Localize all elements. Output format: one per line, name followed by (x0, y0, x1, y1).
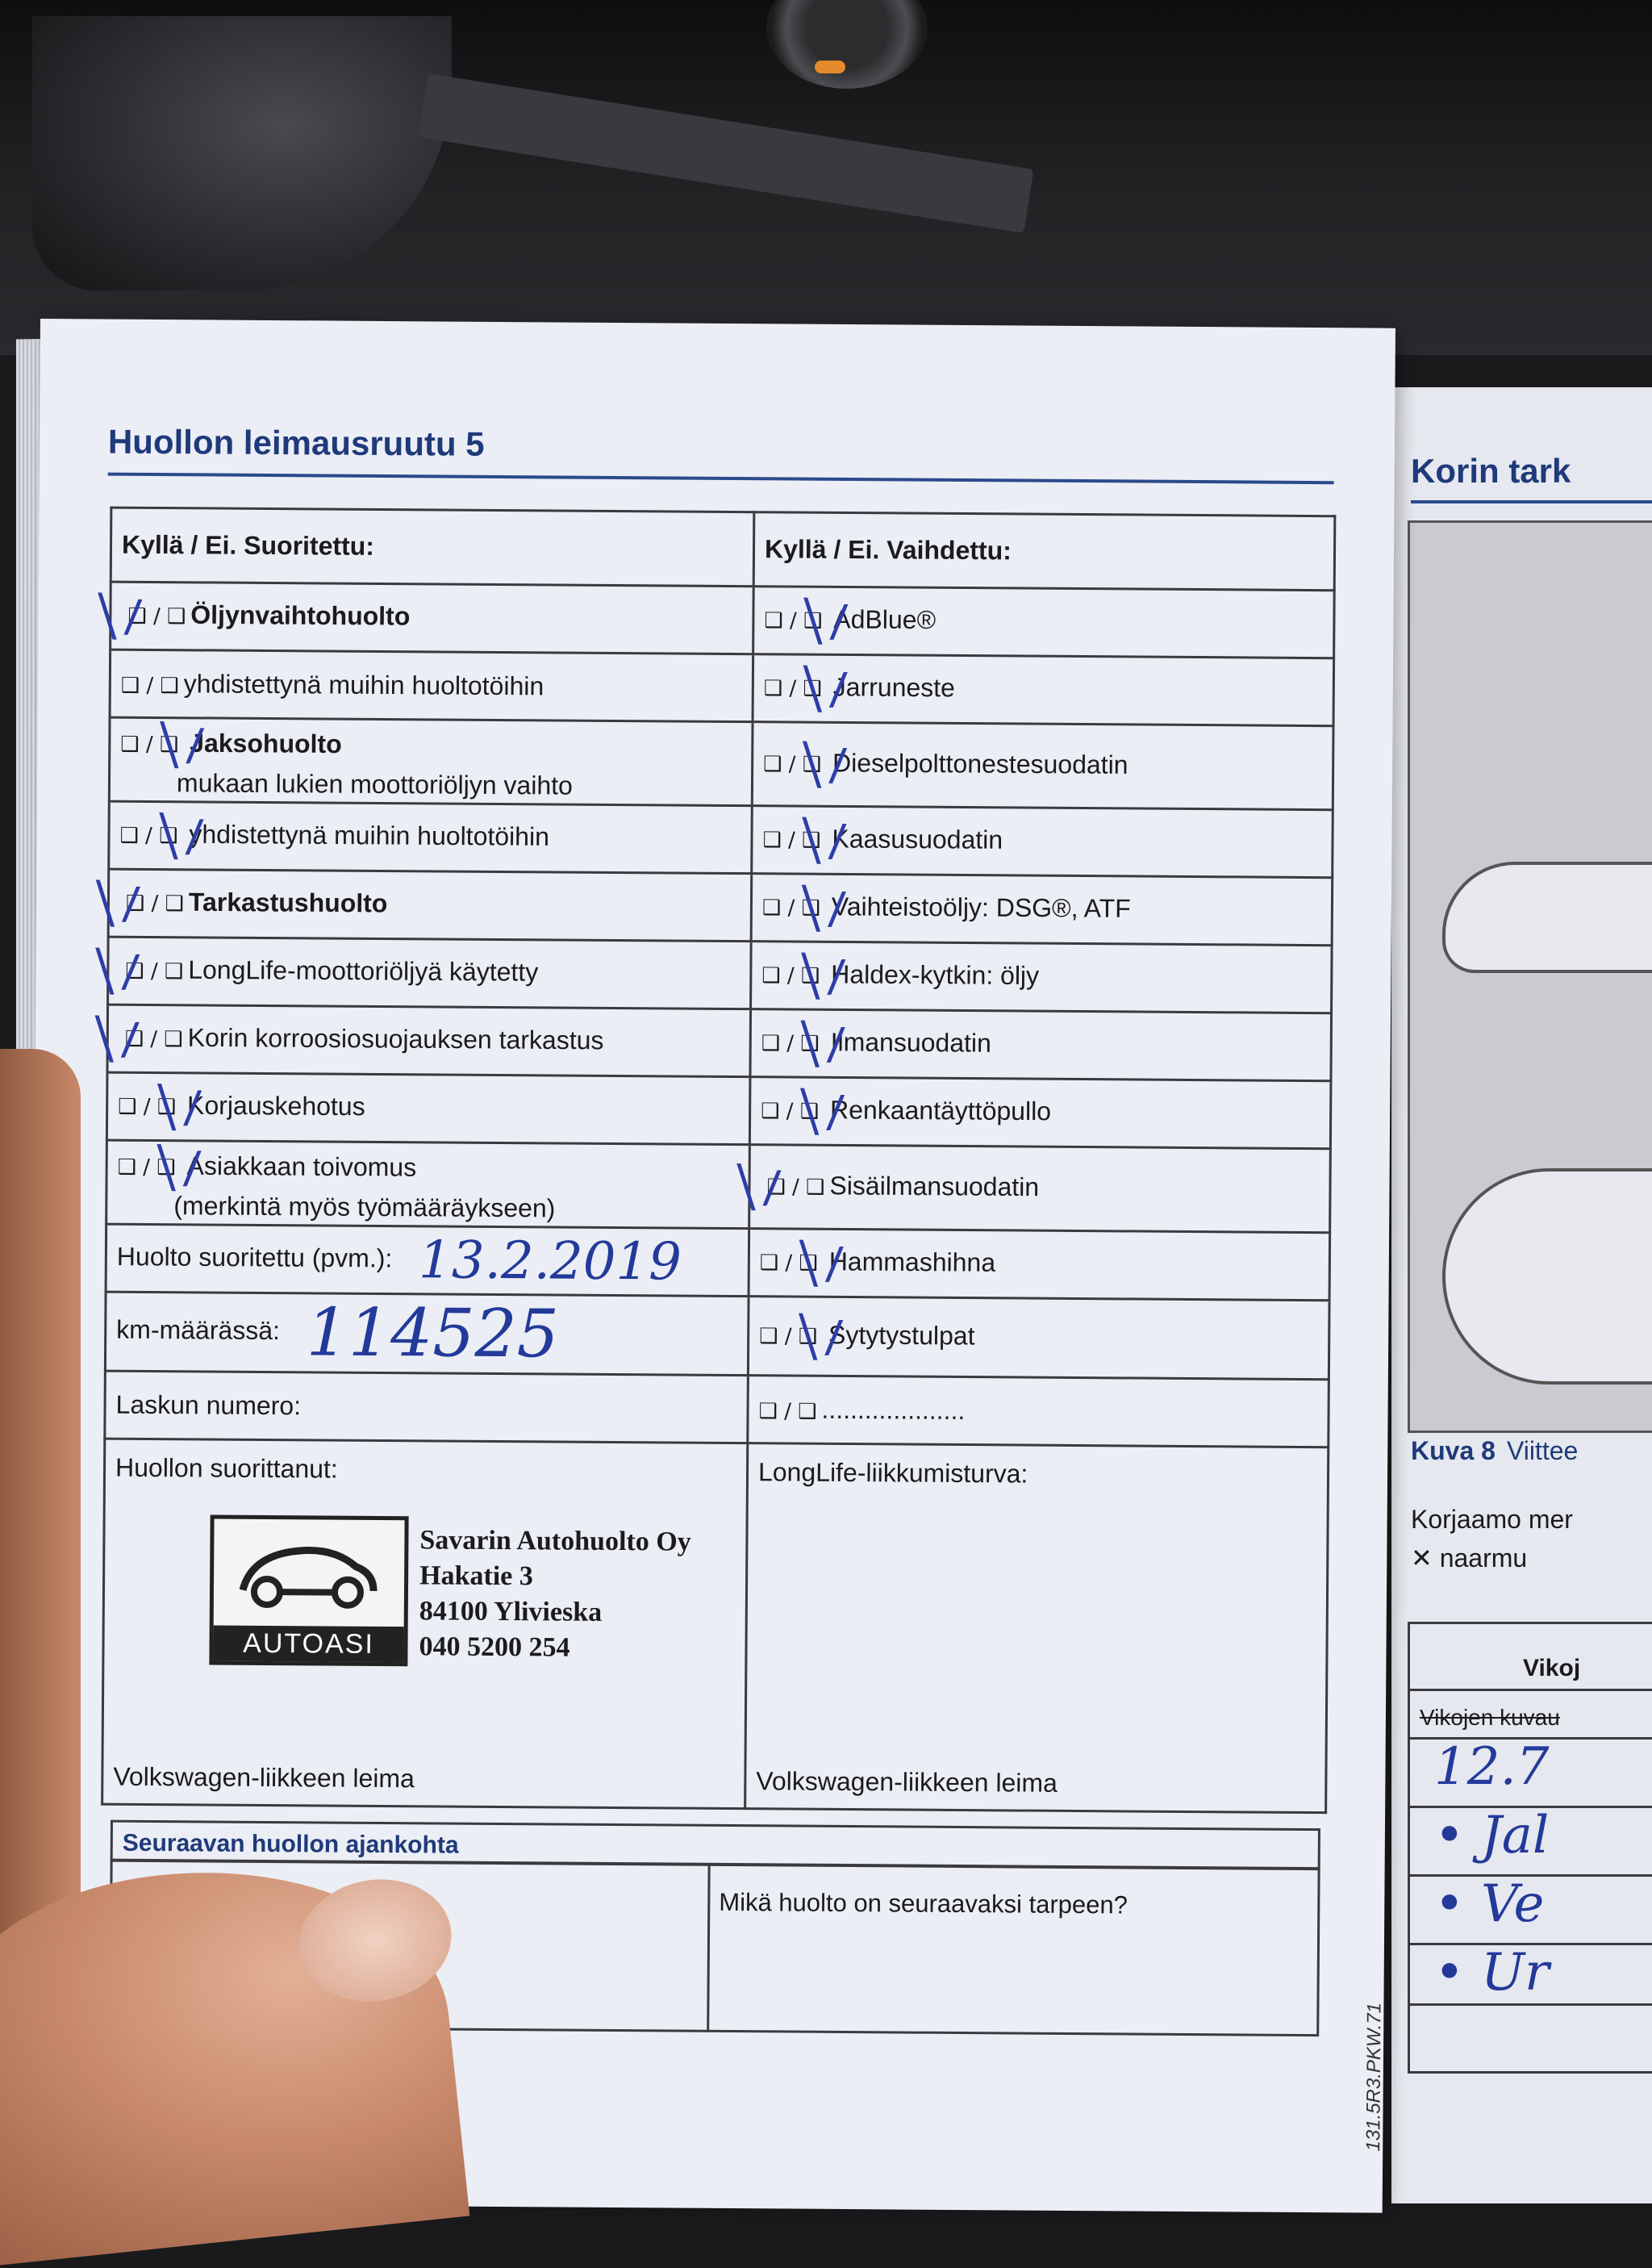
handwritten-entry: • Ve (1434, 1874, 1544, 1934)
dashboard-knob (766, 0, 928, 89)
dealer-street: Hakatie 3 (419, 1558, 691, 1595)
handwritten-check-no (811, 665, 838, 712)
performer-label: Huollon suorittanut: (115, 1453, 338, 1485)
next-service-title: Seuraavan huollon ajankohta (111, 1820, 1320, 1870)
right-item-cell (753, 587, 1335, 658)
checkbox-pair[interactable]: ❑ / ❑ (125, 959, 183, 984)
km-label: km-määrässä: (116, 1315, 280, 1345)
left-item-cell (107, 1005, 751, 1077)
left-item-sublabel: (merkintä myös työmääräykseen) (173, 1191, 738, 1225)
longlife-label: LongLife-liikkumisturva: (758, 1457, 1028, 1489)
handwritten-check-no (809, 884, 836, 931)
handwritten-check-no (811, 597, 838, 644)
checkbox-pair[interactable]: ❑ / ❑ (762, 828, 820, 853)
km-value: 114525 (306, 1294, 559, 1372)
checkbox-pair[interactable]: ❑ / ❑ (763, 752, 821, 777)
checkbox-pair[interactable]: ❑ / ❑ (758, 1399, 816, 1424)
left-item-label: Öljynvaihtohuolto (190, 599, 410, 630)
checkbox-pair[interactable]: ❑ / ❑ (760, 1251, 818, 1276)
left-item-cell (111, 582, 754, 654)
left-item-cell (109, 717, 753, 806)
title-rule (108, 473, 1334, 485)
right-item-cell (748, 1376, 1329, 1447)
left-item-label: LongLife-moottoriöljyä käytetty (188, 954, 538, 986)
checkbox-pair[interactable]: ❑ / ❑ (118, 1095, 176, 1120)
left-item-cell (110, 649, 753, 722)
handwritten-entry: • Ur (1434, 1943, 1550, 2003)
right-page-title: Korin tark (1411, 452, 1571, 491)
stamp-label-right: Volkswagen-liikkeen leima (756, 1766, 1058, 1798)
stamp-label-left: Volkswagen-liikkeen leima (113, 1762, 415, 1794)
checklist-row (106, 1140, 1331, 1233)
handwritten-check-no (806, 1313, 833, 1360)
right-item-cell (752, 722, 1333, 810)
handwritten-check-no (808, 952, 836, 999)
right-item-label: Vaihteistoöljy: DSG®, ATF (832, 892, 1131, 923)
handwritten-check-yes (105, 592, 132, 639)
checkbox-pair[interactable]: ❑ / ❑ (759, 1324, 817, 1349)
checklist-row (109, 801, 1333, 878)
car-top-outline (1442, 1168, 1652, 1385)
handwritten-check-yes (103, 879, 131, 926)
right-item-cell (750, 1009, 1332, 1081)
right-item-cell (751, 874, 1333, 946)
left-item-label: yhdistettynä muihin huoltotöihin (189, 819, 549, 850)
invoice-number-label: Laskun numero: (105, 1371, 749, 1443)
right-item-cell (748, 1297, 1329, 1380)
figure-caption: Kuva 8 Viittee (1411, 1436, 1578, 1466)
left-column-header: Kyllä / Ei. Suoritettu: (111, 507, 754, 587)
right-page (1391, 387, 1652, 2203)
table-line (1410, 2003, 1652, 2006)
handwritten-check-no (807, 1020, 835, 1067)
right-item-cell (753, 654, 1334, 726)
car-dashboard-background (0, 0, 1652, 355)
right-item-cell (749, 1229, 1330, 1301)
handwritten-check-no (166, 812, 194, 859)
dealer-phone: 040 5200 254 (419, 1629, 690, 1666)
left-item-cell (108, 869, 752, 942)
handwritten-entry: 12.7 (1434, 1737, 1550, 1797)
right-item-label: Dieselpolttonestesuodatin (832, 748, 1128, 779)
right-item-label: Jarruneste (833, 672, 955, 702)
next-service-question: Mikä huolto on seuraavaksi tarpeen? (719, 1888, 1128, 1920)
checklist-row (109, 717, 1333, 810)
defect-table-subheader: Vikojen kuvau (1420, 1705, 1560, 1731)
naarmu-legend: ✕ naarmu (1411, 1543, 1527, 1573)
checklist-row (107, 1005, 1332, 1081)
km-cell (105, 1292, 749, 1376)
right-item-label: Haldex-kytkin: öljy (831, 959, 1039, 990)
checkbox-pair[interactable]: ❑ / ❑ (761, 1031, 820, 1056)
table-line (1410, 1689, 1652, 1691)
defect-table (1408, 1622, 1652, 2074)
checkbox-pair[interactable]: ❑ / ❑ (761, 1099, 819, 1124)
dealer-stamp-text (419, 1522, 691, 1666)
handwritten-check-no (164, 1144, 191, 1191)
checkbox-pair[interactable]: ❑ / ❑ (764, 608, 822, 633)
right-column-header: Kyllä / Ei. Vaihdettu: (753, 512, 1335, 591)
korjaamo-text: Korjaamo mer (1411, 1505, 1573, 1535)
checklist-row (110, 649, 1334, 726)
handwritten-check-no (807, 1088, 835, 1134)
right-item-label: .................... (821, 1395, 965, 1425)
checklist-row (111, 582, 1335, 658)
service-date-value: 13.2.2019 (419, 1230, 682, 1292)
longlife-cell (745, 1443, 1329, 1813)
right-title-rule (1411, 500, 1652, 503)
handwritten-check-yes (744, 1163, 771, 1210)
checkbox-pair[interactable]: ❑ / ❑ (126, 892, 184, 917)
handwritten-check-yes (102, 1015, 130, 1062)
left-item-label: Jaksohuolto (190, 729, 342, 758)
dashboard-indicator-light (815, 61, 845, 73)
page-title: Huollon leimausruutu 5 (108, 423, 485, 464)
service-date-cell (106, 1224, 749, 1297)
left-item-label: Tarkastushuolto (189, 887, 388, 917)
left-item-label: yhdistettynä muihin huoltotöihin (184, 669, 544, 700)
handwritten-check-no (810, 741, 837, 787)
checklist-row (108, 869, 1333, 946)
checkbox-pair[interactable]: ❑ / ❑ (762, 896, 820, 921)
right-item-label: Renkaantäyttöpullo (830, 1095, 1051, 1126)
right-item-label: Hammashihna (829, 1247, 996, 1276)
left-item-sublabel: mukaan lukien moottoriöljyn vaihto (177, 768, 741, 802)
left-item-cell (106, 1140, 750, 1229)
left-item-cell (108, 937, 752, 1009)
checklist-row (108, 937, 1333, 1013)
checkbox-pair[interactable]: ❑ / ❑ (766, 1175, 824, 1200)
right-item-cell (749, 1077, 1331, 1149)
dealer-company: Savarin Autohuolto Oy (419, 1522, 691, 1560)
logo-brand-text: AUTOASI (213, 1626, 403, 1663)
handwritten-check-no (807, 1239, 834, 1286)
checkbox-pair[interactable]: ❑ / ❑ (120, 733, 178, 758)
checkbox-pair[interactable]: ❑ / ❑ (764, 676, 822, 701)
dealer-city: 84100 Ylivieska (419, 1593, 691, 1631)
checklist-row (106, 1072, 1331, 1149)
right-item-label: Kaasusuodatin (832, 824, 1003, 854)
service-date-label: Huolto suoritettu (pvm.): (117, 1242, 393, 1272)
dashboard-vent (32, 16, 452, 290)
left-item-label: Korin korroosiosuojauksen tarkastus (188, 1022, 604, 1055)
left-item-label: Korjauskehotus (187, 1090, 365, 1121)
car-body-diagram (1408, 520, 1652, 1433)
checkbox-pair[interactable]: ❑ / ❑ (125, 1027, 183, 1052)
dealer-stamp-cell (102, 1439, 748, 1809)
car-logo-icon (235, 1534, 381, 1612)
service-form-table (101, 507, 1336, 1815)
next-service-divider (707, 1865, 710, 2030)
autoasi-logo (209, 1515, 408, 1667)
defect-table-header: Vikoj (1523, 1655, 1580, 1682)
checkbox-pair[interactable]: ❑ / ❑ (121, 674, 179, 699)
right-item-cell (752, 806, 1333, 878)
checkbox-pair[interactable]: ❑ / ❑ (119, 824, 177, 849)
document-code: 131.5R3.PKW.71 (1362, 2003, 1386, 2152)
handwritten-check-no (165, 1084, 192, 1130)
checkbox-pair[interactable]: ❑ / ❑ (761, 963, 820, 988)
checkbox-pair[interactable]: ❑ / ❑ (118, 1155, 176, 1180)
handwritten-check-no (809, 817, 836, 863)
left-item-cell (106, 1072, 750, 1145)
right-item-cell (749, 1145, 1331, 1233)
left-item-label: Asiakkaan toivomus (186, 1151, 416, 1182)
right-item-label: Sisäilmansuodatin (829, 1171, 1039, 1201)
handwritten-entry: • Jal (1434, 1806, 1549, 1865)
handwritten-check-yes (102, 947, 130, 994)
dashboard-trim (418, 73, 1033, 233)
left-item-cell (109, 801, 753, 874)
checkbox-pair[interactable]: ❑ / ❑ (127, 604, 186, 629)
right-item-label: Ilmansuodatin (831, 1027, 991, 1057)
right-item-label: AdBlue® (833, 604, 936, 634)
car-side-outline (1442, 862, 1652, 973)
right-item-cell (751, 942, 1333, 1013)
handwritten-check-no (167, 721, 194, 768)
right-item-label: Sytytystulpat (828, 1320, 975, 1350)
